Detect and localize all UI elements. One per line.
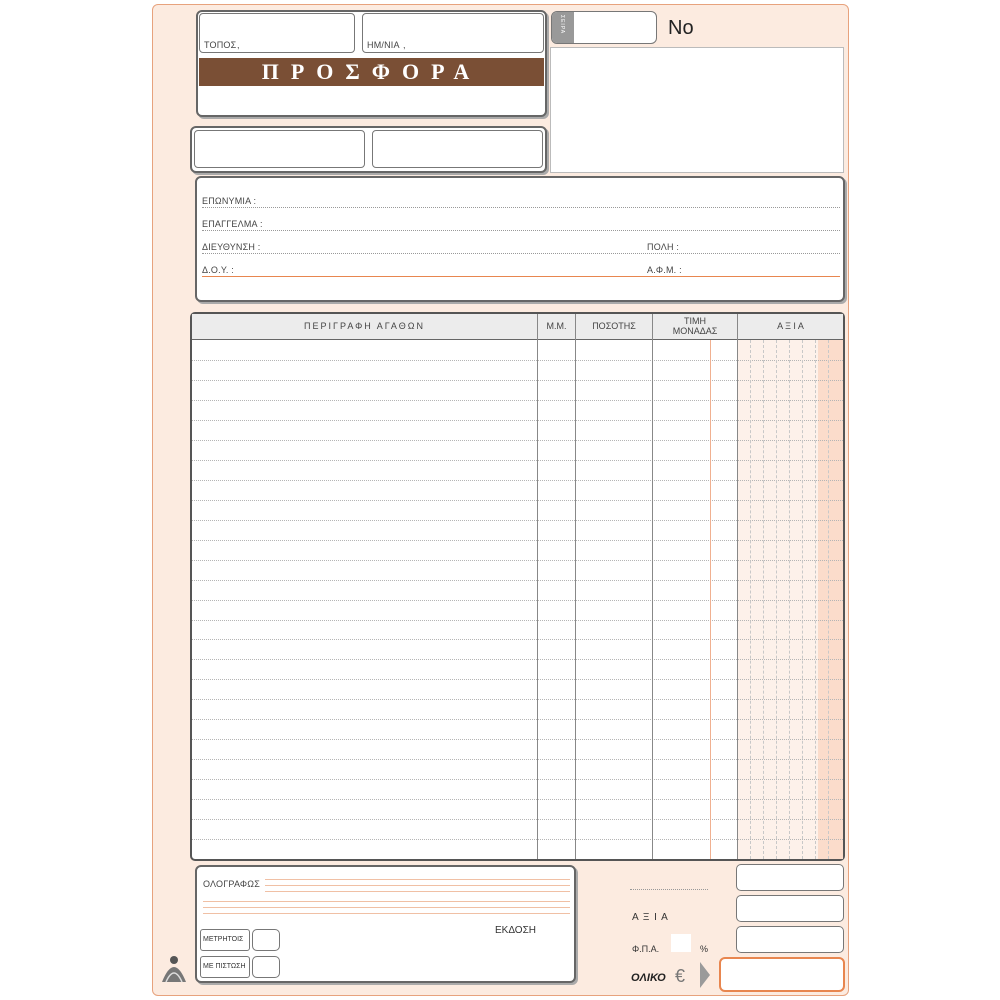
unit-price-cents-divider (710, 340, 711, 859)
customer-tax-office-label: Δ.Ο.Υ. : (202, 265, 234, 275)
vat-amount-field[interactable] (736, 926, 844, 953)
in-words-line-1[interactable] (265, 879, 570, 880)
customer-name-label: ΕΠΩΝΥΜΙΑ : (202, 196, 257, 206)
in-words-line-5[interactable] (203, 907, 570, 908)
issuer-box (550, 47, 844, 173)
series-label: ΣΕΙΡΑ (559, 15, 565, 35)
col-unit-price-header-line2: ΜΟΝΑΔΑΣ (672, 326, 718, 336)
col-quantity-header: ΠΟΣΟΤΗΣ (592, 321, 636, 331)
customer-city-label: ΠΟΛΗ : (647, 242, 680, 252)
value-digit-divider (802, 340, 803, 859)
totals-dotted-line (630, 889, 708, 890)
subtotal-field[interactable] (736, 864, 844, 891)
vat-percent-symbol: % (700, 944, 709, 954)
total-label: ΟΛΙΚΟ (631, 972, 666, 984)
place-comma: , (237, 40, 240, 50)
cash-checkbox[interactable] (252, 929, 280, 951)
publisher-logo-icon (158, 942, 190, 986)
place-label: ΤΟΠΟΣ (204, 40, 237, 50)
currency-symbol: € (675, 966, 686, 986)
value-total-field[interactable] (736, 895, 844, 922)
value-digit-divider (750, 340, 751, 859)
col-description-header: ΠΕΡΙΓΡΑΦΗ ΑΓΑΘΩΝ (304, 321, 425, 331)
column-divider (575, 314, 576, 859)
value-digit-divider (776, 340, 777, 859)
in-words-label: ΟΛΟΓΡΑΦΩΣ (203, 879, 260, 889)
customer-profession-line[interactable] (202, 230, 840, 231)
column-divider (537, 314, 538, 859)
value-digit-divider (789, 340, 790, 859)
col-unit-price-header-line1: ΤΙΜΗ (684, 316, 706, 326)
column-dividers (192, 314, 843, 859)
credit-label: ΜΕ ΠΙΣΤΩΣΗ (203, 963, 246, 970)
extra-field-left[interactable] (194, 130, 365, 168)
extra-field-right[interactable] (372, 130, 543, 168)
in-words-line-6[interactable] (203, 913, 570, 914)
place-field[interactable] (199, 13, 355, 53)
cash-label: ΜΕΤΡΗΤΟΙΣ (203, 936, 244, 943)
customer-tax-line[interactable] (202, 276, 840, 277)
in-words-line-4[interactable] (203, 901, 570, 902)
vat-percent-field[interactable] (671, 934, 691, 952)
customer-address-line[interactable] (202, 253, 840, 254)
grand-total-field[interactable] (719, 957, 845, 992)
customer-address-label: ΔΙΕΥΘΥΝΣΗ : (202, 242, 261, 252)
totals-vat-label: Φ.Π.Α. (632, 944, 660, 954)
cash-option[interactable] (200, 929, 250, 951)
items-table (190, 312, 845, 861)
customer-vat-label: Α.Φ.Μ. : (647, 265, 682, 275)
in-words-line-2[interactable] (265, 885, 570, 886)
number-label: No (668, 17, 694, 39)
column-divider (737, 314, 738, 859)
date-field[interactable] (362, 13, 544, 53)
series-tab (552, 12, 574, 43)
footer-panel (195, 865, 576, 983)
column-divider (652, 314, 653, 859)
value-digit-divider (828, 340, 829, 859)
customer-panel (195, 176, 845, 302)
date-label: ΗΜ/ΝΙΑ (367, 40, 400, 50)
totals-value-label: Α Ξ Ι Α (632, 912, 669, 923)
credit-option[interactable] (200, 956, 250, 978)
value-digit-divider (815, 340, 816, 859)
issue-label: ΕΚΔΟΣΗ (495, 925, 536, 936)
total-arrow-icon (698, 960, 712, 990)
date-comma: , (403, 40, 406, 50)
value-digit-divider (763, 340, 764, 859)
col-unit-header: Μ.Μ. (546, 321, 567, 331)
customer-name-line[interactable] (202, 207, 840, 208)
customer-profession-label: ΕΠΑΓΓΕΛΜΑ : (202, 219, 263, 229)
in-words-line-3[interactable] (265, 891, 570, 892)
col-value-header: Α Ξ Ι Α (777, 321, 804, 331)
credit-checkbox[interactable] (252, 956, 280, 978)
document-title: ΠΡΟΣΦΟΡΑ (199, 58, 544, 86)
